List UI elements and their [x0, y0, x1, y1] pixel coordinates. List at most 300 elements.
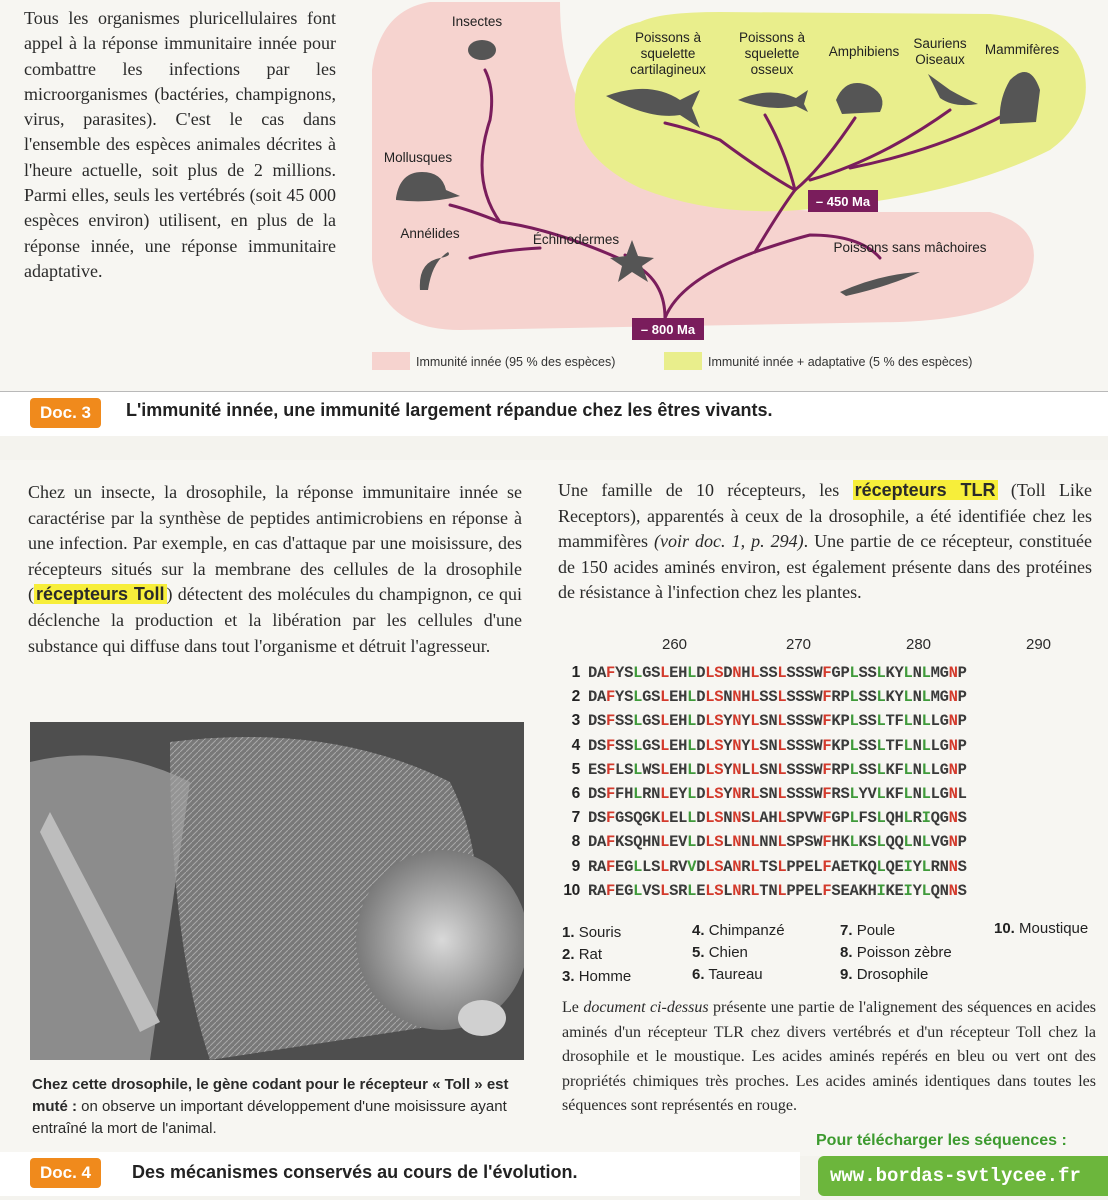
amino-acid: F — [822, 881, 832, 900]
amino-acid: N — [732, 881, 742, 900]
amino-acid: T — [759, 857, 769, 876]
amino-acid: S — [714, 881, 724, 900]
amino-acid: Y — [723, 760, 733, 779]
amino-acid: S — [858, 712, 868, 731]
amino-acid: E — [669, 809, 679, 828]
amino-acid: L — [750, 760, 760, 779]
amino-acid: H — [678, 664, 688, 682]
amino-acid: S — [786, 688, 796, 707]
label-poissons-cart-1: Poissons à — [634, 30, 702, 45]
tick-290: 290 — [1026, 636, 1052, 653]
amino-acid: Y — [723, 784, 733, 803]
amino-acid: H — [867, 881, 877, 900]
amino-acid: L — [750, 881, 760, 900]
amino-acid: S — [669, 881, 679, 900]
amino-acid: L — [750, 784, 760, 803]
sequence-row — [560, 833, 967, 857]
amino-acid: S — [804, 688, 814, 707]
amino-acid: K — [831, 712, 841, 731]
amino-acid: T — [759, 881, 769, 900]
amino-acid: L — [705, 688, 715, 707]
amino-acid: N — [768, 784, 778, 803]
amino-acid: P — [786, 881, 796, 900]
amino-acid: D — [696, 784, 706, 803]
amino-acid: N — [723, 809, 733, 828]
sequence-row — [560, 785, 967, 809]
amino-acid: S — [867, 736, 877, 755]
amino-acid: R — [930, 857, 940, 876]
amino-acid: Q — [885, 857, 895, 876]
amino-acid: G — [831, 664, 841, 682]
amino-acid: E — [669, 712, 679, 731]
amino-acid: S — [597, 736, 607, 755]
amino-acid: S — [651, 664, 661, 682]
amino-acid: P — [840, 712, 850, 731]
amino-acid: D — [588, 809, 598, 828]
amino-acid: W — [813, 760, 823, 779]
amino-acid: A — [597, 881, 607, 900]
amino-acid: T — [849, 857, 859, 876]
amino-acid: L — [876, 760, 886, 779]
download-link[interactable]: www.bordas-svtlycee.fr — [818, 1156, 1108, 1196]
amino-acid: L — [660, 833, 670, 852]
amino-acid: L — [705, 784, 715, 803]
amino-acid: F — [606, 712, 616, 731]
amino-acid: F — [606, 881, 616, 900]
amino-acid: L — [930, 760, 940, 779]
sequence-row — [560, 737, 967, 761]
amino-acid: F — [894, 712, 904, 731]
amino-acid: R — [741, 857, 751, 876]
amino-acid: N — [939, 857, 949, 876]
sequence-number: 10 — [563, 881, 580, 899]
amino-acid: E — [696, 881, 706, 900]
amino-acid: L — [903, 809, 913, 828]
sequence-row — [560, 882, 967, 906]
amino-acid: G — [642, 664, 652, 682]
amino-acid: F — [894, 784, 904, 803]
tick-260: 260 — [662, 636, 688, 653]
amino-acid: S — [651, 857, 661, 876]
amino-acid: S — [651, 712, 661, 731]
amino-acid: S — [957, 809, 967, 828]
amino-acid: G — [939, 664, 949, 682]
amino-acid: E — [894, 881, 904, 900]
amino-acid: L — [930, 736, 940, 755]
amino-acid: S — [867, 833, 877, 852]
amino-acid: E — [804, 857, 814, 876]
phylogenetic-tree — [360, 0, 1108, 390]
amino-acid: L — [921, 784, 931, 803]
amino-acid: L — [705, 664, 715, 682]
species-5: Chien — [708, 944, 748, 961]
tlr-paragraph-a: Une famille de 10 récepteurs, les — [558, 480, 853, 500]
amino-acid: L — [615, 760, 625, 779]
legend-innate-label: Immunité innée (95 % des espèces) — [416, 355, 616, 369]
amino-acid: Q — [885, 809, 895, 828]
amino-acid: V — [678, 833, 688, 852]
amino-acid: L — [687, 833, 697, 852]
amino-acid: Y — [678, 784, 688, 803]
label-amphibiens: Amphibiens — [828, 44, 900, 59]
amino-acid: G — [939, 784, 949, 803]
amino-acid: H — [678, 760, 688, 779]
amino-acid: A — [723, 857, 733, 876]
doc3-panel — [0, 0, 1108, 392]
amino-acid: S — [858, 688, 868, 707]
label-poissons-oss-2: squelette — [744, 46, 800, 61]
amino-acid: K — [885, 784, 895, 803]
amino-acid: L — [921, 712, 931, 731]
amino-acid: A — [597, 833, 607, 852]
amino-acid: S — [804, 760, 814, 779]
amino-acid: S — [795, 712, 805, 731]
amino-acid: S — [804, 784, 814, 803]
amino-acid: K — [885, 688, 895, 707]
amino-acid: N — [948, 760, 958, 779]
amino-acid: S — [768, 664, 778, 682]
amino-acid: L — [633, 784, 643, 803]
amino-acid: D — [588, 712, 598, 731]
amino-acid: L — [687, 664, 697, 682]
amino-acid: L — [660, 688, 670, 707]
sequence-number: 8 — [571, 833, 580, 851]
amino-acid: R — [831, 688, 841, 707]
species-2: Rat — [578, 946, 603, 963]
sequence-number: 3 — [571, 712, 580, 730]
amino-acid: L — [633, 857, 643, 876]
amino-acid: V — [687, 857, 697, 876]
amino-acid: N — [732, 857, 742, 876]
label-poissons-cart-3: cartilagineux — [630, 62, 706, 77]
amino-acid: A — [597, 664, 607, 682]
amino-acid: Y — [723, 736, 733, 755]
label-poissons-oss-1: Poissons à — [738, 30, 806, 45]
amino-acid: E — [615, 857, 625, 876]
amino-acid: S — [759, 760, 769, 779]
amino-acid: S — [867, 760, 877, 779]
amino-acid: L — [930, 712, 940, 731]
amino-acid: L — [921, 881, 931, 900]
amino-acid: D — [723, 664, 733, 682]
amino-acid: N — [732, 809, 742, 828]
amino-acid: S — [624, 736, 634, 755]
amino-acid: H — [678, 688, 688, 707]
amino-acid: P — [795, 809, 805, 828]
amino-acid: S — [759, 664, 769, 682]
amino-acid: L — [903, 784, 913, 803]
amino-acid: P — [957, 664, 967, 682]
amino-acid: Q — [633, 809, 643, 828]
amino-acid: A — [831, 857, 841, 876]
highlight-recepteurs-tlr: récepteurs TLR — [854, 480, 996, 500]
amino-acid: N — [651, 833, 661, 852]
amino-acid: N — [912, 712, 922, 731]
time-450-badge: – 450 Ma — [815, 194, 871, 209]
amino-acid: S — [804, 833, 814, 852]
amino-acid: P — [957, 736, 967, 755]
amino-acid: L — [633, 712, 643, 731]
amino-acid: G — [642, 712, 652, 731]
amino-acid: L — [705, 736, 715, 755]
amino-acid: R — [588, 881, 598, 900]
amino-acid: L — [750, 833, 760, 852]
amino-acid: K — [885, 760, 895, 779]
amino-acid: S — [804, 712, 814, 731]
amino-acid: Q — [894, 833, 904, 852]
amino-acid: N — [768, 833, 778, 852]
amino-acid: G — [624, 881, 634, 900]
amino-acid: S — [759, 736, 769, 755]
amino-acid: S — [795, 760, 805, 779]
tlr-paragraph-b: (Toll Like Receptors), apparentés à ceux de la drosophile, a été identifiée chez les mammifères — [558, 480, 1092, 552]
amino-acid: D — [588, 736, 598, 755]
amino-acid: L — [660, 664, 670, 682]
compound-eye — [356, 850, 524, 1030]
tlr-paragraph — [558, 478, 1092, 606]
amino-acid: V — [867, 784, 877, 803]
amino-acid: L — [633, 881, 643, 900]
amino-acid: L — [903, 760, 913, 779]
amino-acid: A — [759, 809, 769, 828]
label-mammiferes: Mammifères — [984, 42, 1060, 57]
amino-acid: G — [939, 833, 949, 852]
toll-paragraph — [28, 480, 522, 659]
amino-acid: R — [678, 881, 688, 900]
amino-acid: L — [750, 712, 760, 731]
amino-acid: D — [696, 809, 706, 828]
amino-acid: Y — [894, 688, 904, 707]
sequence-number: 5 — [571, 760, 580, 778]
alignment-note — [562, 996, 1096, 1119]
amino-acid: N — [768, 712, 778, 731]
amino-acid: S — [858, 664, 868, 682]
amino-acid: L — [777, 833, 787, 852]
sequence-number: 4 — [571, 736, 580, 754]
amino-acid: D — [696, 857, 706, 876]
amino-acid: P — [840, 664, 850, 682]
amino-acid: D — [696, 833, 706, 852]
label-sans-machoires: Poissons sans mâchoires — [833, 240, 987, 255]
legend-adaptive-swatch — [664, 352, 702, 370]
amino-acid: P — [957, 712, 967, 731]
amino-acid: W — [813, 736, 823, 755]
amino-acid: R — [588, 857, 598, 876]
amino-acid: L — [903, 688, 913, 707]
amino-acid: F — [894, 736, 904, 755]
amino-acid: H — [741, 664, 751, 682]
amino-acid: L — [849, 712, 859, 731]
amino-acid: I — [903, 857, 913, 876]
amino-acid: L — [813, 881, 823, 900]
amino-acid: V — [642, 881, 652, 900]
beetle-icon — [468, 40, 496, 60]
amino-acid: L — [876, 736, 886, 755]
amino-acid: F — [822, 833, 832, 852]
amino-acid: L — [750, 736, 760, 755]
amino-acid: R — [912, 809, 922, 828]
amino-acid: N — [768, 736, 778, 755]
amino-acid: N — [912, 784, 922, 803]
amino-acid: N — [732, 784, 742, 803]
amino-acid: K — [885, 881, 895, 900]
doc4-banner — [0, 1152, 800, 1196]
amino-acid: L — [876, 784, 886, 803]
amino-acid: V — [804, 809, 814, 828]
amino-acid: L — [687, 712, 697, 731]
amino-acid: L — [633, 664, 643, 682]
amino-acid: L — [705, 857, 715, 876]
amino-acid: L — [849, 809, 859, 828]
amino-acid: F — [606, 736, 616, 755]
alignment-position-ticks — [558, 636, 1098, 660]
amino-acid: S — [651, 736, 661, 755]
amino-acid: L — [903, 833, 913, 852]
amino-acid: K — [858, 881, 868, 900]
amino-acid: L — [750, 809, 760, 828]
amino-acid: F — [822, 664, 832, 682]
amino-acid: S — [714, 809, 724, 828]
amino-acid: P — [957, 760, 967, 779]
amino-acid: L — [876, 809, 886, 828]
amino-acid: L — [660, 760, 670, 779]
amino-acid: L — [777, 784, 787, 803]
amino-acid: W — [642, 760, 652, 779]
amino-acid: N — [732, 760, 742, 779]
label-poissons-cart-2: squelette — [640, 46, 696, 61]
amino-acid: F — [822, 784, 832, 803]
amino-acid: L — [660, 712, 670, 731]
amino-acid: F — [606, 664, 616, 682]
sequence-row — [560, 858, 967, 882]
doc4-badge: Doc. 4 — [30, 1158, 101, 1188]
legend-innate-swatch — [372, 352, 410, 370]
sequence-number: 2 — [571, 688, 580, 706]
amino-acid: S — [714, 736, 724, 755]
amino-acid: T — [885, 712, 895, 731]
tlr-paragraph-c: . Une partie de ce récepteur, constituée de 150 acides aminés environ, est également présente dans des protéines de résistance à l'infection chez les plantes. — [558, 531, 1092, 603]
amino-acid: S — [858, 760, 868, 779]
species-9: Drosophile — [856, 966, 929, 983]
amino-acid: N — [732, 664, 742, 682]
tlr-paragraph-ref: (voir doc. 1, p. 294) — [654, 531, 804, 552]
amino-acid: G — [939, 736, 949, 755]
toll-paragraph-b: ) détectent des molécules du champignon, ce qui déclenche la production et la libération par les cellules d'une substance qui diffuse dans tout l'organisme et détruit l'agresseur. — [28, 584, 522, 656]
amino-acid: E — [588, 760, 598, 779]
amino-acid: K — [651, 809, 661, 828]
amino-acid: L — [777, 857, 787, 876]
amino-acid: L — [705, 809, 715, 828]
amino-acid: S — [786, 736, 796, 755]
amino-acid: N — [759, 833, 769, 852]
amino-acid: D — [696, 760, 706, 779]
amino-acid: L — [921, 664, 931, 682]
amino-acid: P — [786, 857, 796, 876]
amino-acid: Y — [615, 688, 625, 707]
label-poissons-oss-3: osseux — [750, 62, 794, 77]
photo-caption — [32, 1074, 524, 1140]
amino-acid: W — [813, 784, 823, 803]
amino-acid: L — [723, 833, 733, 852]
sequence-row — [560, 809, 967, 833]
amino-acid: N — [948, 833, 958, 852]
amino-acid: S — [786, 712, 796, 731]
amino-acid: L — [876, 857, 886, 876]
amino-acid: L — [903, 664, 913, 682]
amino-acid: L — [705, 833, 715, 852]
amino-acid: S — [795, 784, 805, 803]
amino-acid: L — [777, 736, 787, 755]
amino-acid: S — [786, 760, 796, 779]
species-7: Poule — [856, 922, 896, 939]
amino-acid: S — [651, 881, 661, 900]
amino-acid: F — [606, 760, 616, 779]
amino-acid: H — [741, 688, 751, 707]
amino-acid: Y — [723, 712, 733, 731]
label-sauriens-2: Oiseaux — [915, 52, 965, 67]
species-8: Poisson zèbre — [856, 944, 952, 961]
amino-acid: S — [831, 881, 841, 900]
amino-acid: D — [588, 833, 598, 852]
amino-acid: I — [903, 881, 913, 900]
amino-acid: N — [948, 809, 958, 828]
amino-acid: S — [597, 809, 607, 828]
amino-acid: F — [606, 809, 616, 828]
amino-acid: N — [768, 760, 778, 779]
amino-acid: A — [597, 688, 607, 707]
alignment-note-b: présente une partie de l'alignement des séquences en acides aminés d'un récepteur TLR chez divers vertébrés et d'un récepteur Toll chez la drosophile et le moustique. Les acides aminés repérés en bleu ou vert ont des propriétés chimiques très proches. Les acides aminés identiques dans toutes les séquences sont représentés en rouge. — [562, 999, 1097, 1115]
amino-acid: L — [705, 712, 715, 731]
tick-270: 270 — [786, 636, 812, 653]
amino-acid: L — [705, 760, 715, 779]
amino-acid: S — [651, 760, 661, 779]
amino-acid: G — [939, 809, 949, 828]
doc3-badge: Doc. 3 — [30, 398, 101, 428]
amino-acid: N — [948, 736, 958, 755]
amino-acid: S — [804, 736, 814, 755]
amino-acid: Y — [894, 664, 904, 682]
amino-acid: L — [633, 688, 643, 707]
amino-acid: L — [687, 881, 697, 900]
amino-acid: E — [669, 784, 679, 803]
amino-acid: P — [795, 833, 805, 852]
sequence-row — [560, 664, 967, 688]
amino-acid: E — [840, 881, 850, 900]
amino-acid: P — [840, 760, 850, 779]
amino-acid: Y — [741, 736, 751, 755]
species-4: Chimpanzé — [708, 922, 785, 939]
amino-acid: L — [921, 736, 931, 755]
amino-acid: D — [696, 688, 706, 707]
label-echinodermes: Échinodermes — [532, 232, 620, 247]
amino-acid: E — [669, 736, 679, 755]
amino-acid: L — [921, 857, 931, 876]
amino-acid: L — [660, 809, 670, 828]
alignment-note-em: document ci-dessus — [583, 999, 709, 1016]
amino-acid: N — [948, 857, 958, 876]
amino-acid: S — [624, 809, 634, 828]
amino-acid: R — [831, 784, 841, 803]
amino-acid: S — [651, 688, 661, 707]
amino-acid: Q — [930, 881, 940, 900]
amino-acid: L — [741, 760, 751, 779]
amino-acid: E — [804, 881, 814, 900]
label-annelides: Annélides — [400, 226, 460, 241]
photo-caption-rest: on observe un important développement d'une moisissure ayant entraîné la mort de l'animal. — [32, 1098, 507, 1137]
doc3-title: L'immunité innée, une immunité largement répandue chez les êtres vivants. — [126, 400, 773, 420]
amino-acid: Y — [912, 881, 922, 900]
label-insectes: Insectes — [451, 14, 503, 29]
